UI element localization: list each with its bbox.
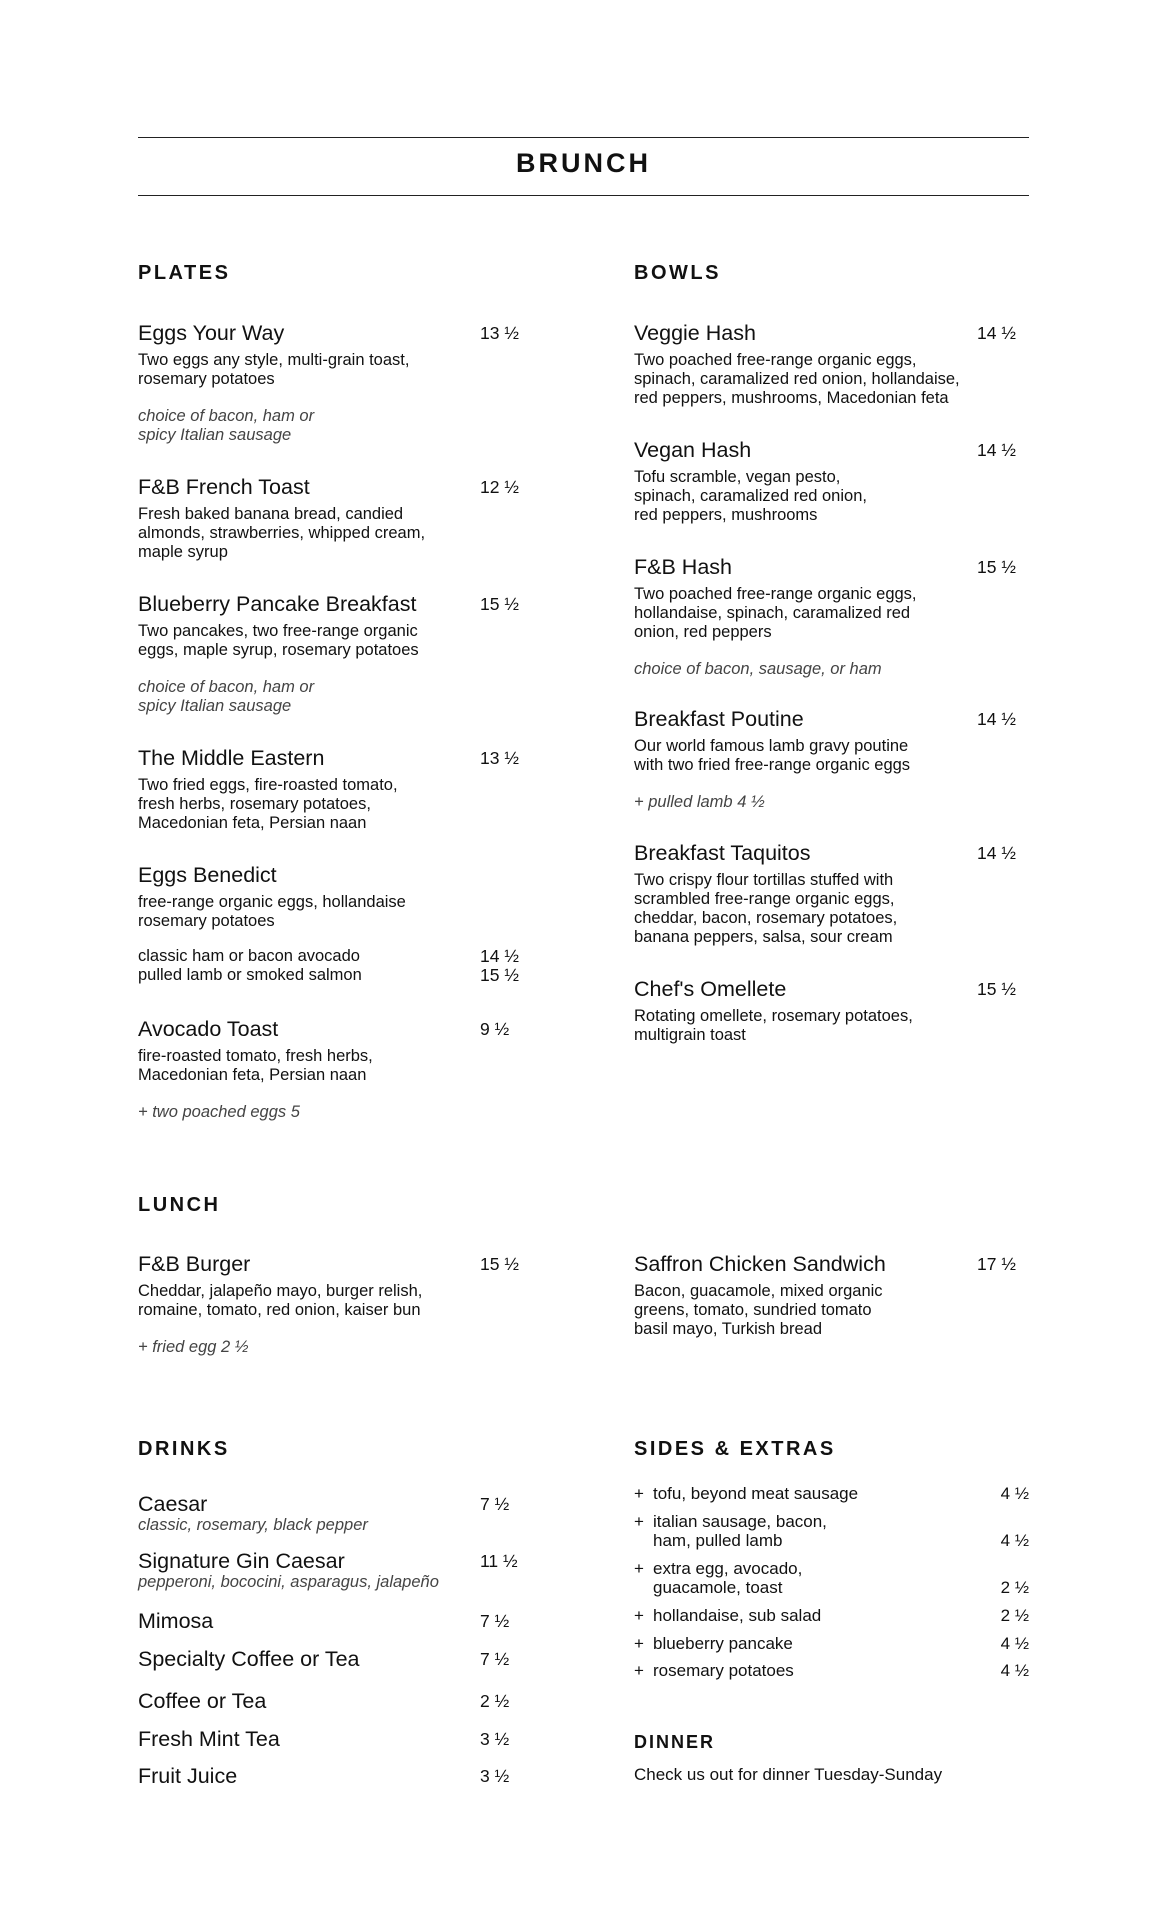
drink-description: classic, rosemary, black pepper xyxy=(138,1516,368,1534)
item-name: Blueberry Pancake Breakfast xyxy=(138,592,417,616)
top-rule xyxy=(138,137,1029,138)
drink-item xyxy=(138,1726,518,1752)
side-item xyxy=(634,1484,1029,1503)
item-note: choice of bacon, ham or spicy Italian sausage xyxy=(138,407,315,444)
drink-item xyxy=(138,1763,518,1789)
item-price: 14 ½ xyxy=(977,843,1016,863)
item-name: Eggs Your Way xyxy=(138,321,285,345)
plus-icon: + xyxy=(634,1512,644,1531)
item-price: 17 ½ xyxy=(977,1254,1016,1274)
item-description: Two eggs any style, multi-grain toast, rosemary potatoes xyxy=(138,351,410,388)
drink-item xyxy=(138,1548,518,1590)
item-price: 15 ½ xyxy=(977,557,1016,577)
menu-item xyxy=(634,320,1029,408)
plates-heading: PLATES xyxy=(138,262,231,284)
menu-item xyxy=(138,591,528,716)
item-description: Fresh baked banana bread, candied almonds, strawberries, whipped cream, maple syrup xyxy=(138,505,426,561)
side-item xyxy=(634,1634,1029,1653)
menu-item xyxy=(138,745,528,833)
drink-name: Fruit Juice xyxy=(138,1764,238,1788)
item-note: + two poached eggs 5 xyxy=(138,1103,300,1121)
item-description: Two poached free-range organic eggs, spinach, caramalized red onion, hollandaise, red peppers, mushrooms, Macedonian feta xyxy=(634,351,960,407)
menu-item xyxy=(138,474,528,562)
side-item xyxy=(634,1661,1029,1680)
item-description: Two fried eggs, fire-roasted tomato, fresh herbs, rosemary potatoes, Macedonian feta, Persian naan xyxy=(138,776,398,832)
item-name: The Middle Eastern xyxy=(138,746,325,770)
item-description: fire-roasted tomato, fresh herbs, Macedonian feta, Persian naan xyxy=(138,1047,373,1084)
item-description: Tofu scramble, vegan pesto, spinach, caramalized red onion, red peppers, mushrooms xyxy=(634,468,867,524)
side-text: hollandaise, sub salad xyxy=(653,1606,822,1625)
item-description: Our world famous lamb gravy poutine with two fried free-range organic eggs xyxy=(634,737,911,774)
item-name: Breakfast Taquitos xyxy=(634,841,811,865)
item-description: Two pancakes, two free-range organic eggs, maple syrup, rosemary potatoes xyxy=(138,622,419,659)
item-note: choice of bacon, sausage, or ham xyxy=(634,660,882,678)
drink-name: Coffee or Tea xyxy=(138,1689,267,1713)
plus-icon: + xyxy=(634,1559,644,1578)
side-item xyxy=(634,1512,1029,1550)
drink-price: 3 ½ xyxy=(480,1766,510,1786)
item-name: Chef's Omellete xyxy=(634,977,787,1001)
drink-price: 7 ½ xyxy=(480,1494,510,1514)
dinner-heading: DINNER xyxy=(634,1732,716,1752)
item-note: choice of bacon, ham or spicy Italian sausage xyxy=(138,678,315,715)
drink-price: 7 ½ xyxy=(480,1611,510,1631)
item-name: F&B Hash xyxy=(634,555,732,579)
option-row xyxy=(138,966,528,985)
drink-item xyxy=(138,1646,518,1672)
drink-price: 2 ½ xyxy=(480,1691,510,1711)
option-label: pulled lamb or smoked salmon xyxy=(138,966,362,984)
drink-price: 3 ½ xyxy=(480,1729,510,1749)
drink-item xyxy=(138,1608,518,1634)
item-price: 14 ½ xyxy=(977,323,1016,343)
bowls-heading: BOWLS xyxy=(634,262,721,284)
drink-item xyxy=(138,1688,518,1714)
side-price: 4 ½ xyxy=(1000,1661,1029,1680)
item-description: Two poached free-range organic eggs, hollandaise, spinach, caramalized red onion, red peppers xyxy=(634,585,917,641)
item-price: 12 ½ xyxy=(480,477,519,497)
plus-icon: + xyxy=(634,1606,644,1625)
drink-price: 7 ½ xyxy=(480,1649,510,1669)
side-price: 4 ½ xyxy=(1000,1531,1029,1550)
item-name: Vegan Hash xyxy=(634,438,752,462)
side-text: extra egg, avocado, guacamole, toast xyxy=(653,1559,803,1597)
item-name: Eggs Benedict xyxy=(138,863,277,887)
drink-name: Fresh Mint Tea xyxy=(138,1727,280,1751)
item-price: 15 ½ xyxy=(480,1254,519,1274)
menu-item xyxy=(634,706,1029,812)
menu-item xyxy=(634,437,1029,525)
option-label: classic ham or bacon avocado xyxy=(138,947,360,965)
drink-item xyxy=(138,1491,518,1533)
side-price: 2 ½ xyxy=(1000,1578,1029,1597)
item-name: Avocado Toast xyxy=(138,1017,279,1041)
item-price: 14 ½ xyxy=(977,709,1016,729)
sides-heading: SIDES & EXTRAS xyxy=(634,1438,836,1460)
menu-item xyxy=(138,1251,528,1357)
dinner-text: Check us out for dinner Tuesday-Sunday xyxy=(634,1765,943,1784)
plus-icon: + xyxy=(634,1484,644,1503)
drink-description: pepperoni, bococini, asparagus, jalapeño xyxy=(138,1573,439,1591)
side-text: italian sausage, bacon, ham, pulled lamb xyxy=(653,1512,827,1550)
side-price: 4 ½ xyxy=(1000,1484,1029,1503)
menu-item xyxy=(634,976,1029,1045)
item-description: Two crispy flour tortillas stuffed with scrambled free-range organic eggs, cheddar, bacon, rosemary potatoes, banana peppers, salsa, sour cream xyxy=(634,871,898,946)
item-note: + pulled lamb 4 ½ xyxy=(634,793,765,811)
item-name: Saffron Chicken Sandwich xyxy=(634,1252,886,1276)
menu-item xyxy=(634,840,1029,947)
menu-item xyxy=(634,554,1029,679)
lunch-heading: LUNCH xyxy=(138,1194,221,1216)
item-name: Breakfast Poutine xyxy=(634,707,804,731)
menu-item xyxy=(138,1016,528,1122)
item-price: 9 ½ xyxy=(480,1019,510,1039)
side-price: 2 ½ xyxy=(1000,1606,1029,1625)
side-item xyxy=(634,1606,1029,1625)
option-row xyxy=(138,947,528,966)
item-price: 13 ½ xyxy=(480,323,519,343)
option-price: 14 ½ xyxy=(480,946,519,966)
item-price: 15 ½ xyxy=(977,979,1016,999)
item-name: F&B Burger xyxy=(138,1252,251,1276)
page-title: BRUNCH xyxy=(516,148,651,178)
menu-item xyxy=(138,862,528,985)
side-item xyxy=(634,1559,1029,1597)
drink-price: 11 ½ xyxy=(480,1551,518,1571)
side-text: blueberry pancake xyxy=(653,1634,793,1653)
item-price: 13 ½ xyxy=(480,748,519,768)
item-description: free-range organic eggs, hollandaise rosemary potatoes xyxy=(138,893,406,930)
menu-item xyxy=(138,320,528,445)
option-price: 15 ½ xyxy=(480,965,519,985)
item-description: Rotating omellete, rosemary potatoes, multigrain toast xyxy=(634,1007,913,1044)
item-options xyxy=(138,947,528,985)
drinks-heading: DRINKS xyxy=(138,1438,230,1460)
item-name: F&B French Toast xyxy=(138,475,310,499)
item-name: Veggie Hash xyxy=(634,321,756,345)
item-note: + fried egg 2 ½ xyxy=(138,1338,249,1356)
item-price: 15 ½ xyxy=(480,594,519,614)
side-text: tofu, beyond meat sausage xyxy=(653,1484,859,1503)
drink-name: Caesar xyxy=(138,1492,208,1516)
item-description: Cheddar, jalapeño mayo, burger relish, romaine, tomato, red onion, kaiser bun xyxy=(138,1282,423,1319)
menu-item xyxy=(634,1251,1029,1339)
plus-icon: + xyxy=(634,1634,644,1653)
side-price: 4 ½ xyxy=(1000,1634,1029,1653)
drink-name: Specialty Coffee or Tea xyxy=(138,1647,360,1671)
side-text: rosemary potatoes xyxy=(653,1661,794,1680)
plus-icon: + xyxy=(634,1661,644,1680)
drink-name: Signature Gin Caesar xyxy=(138,1549,345,1573)
item-description: Bacon, guacamole, mixed organic greens, tomato, sundried tomato basil mayo, Turkish bread xyxy=(634,1282,883,1338)
item-price: 14 ½ xyxy=(977,440,1016,460)
drink-name: Mimosa xyxy=(138,1609,214,1633)
bottom-rule xyxy=(138,195,1029,196)
